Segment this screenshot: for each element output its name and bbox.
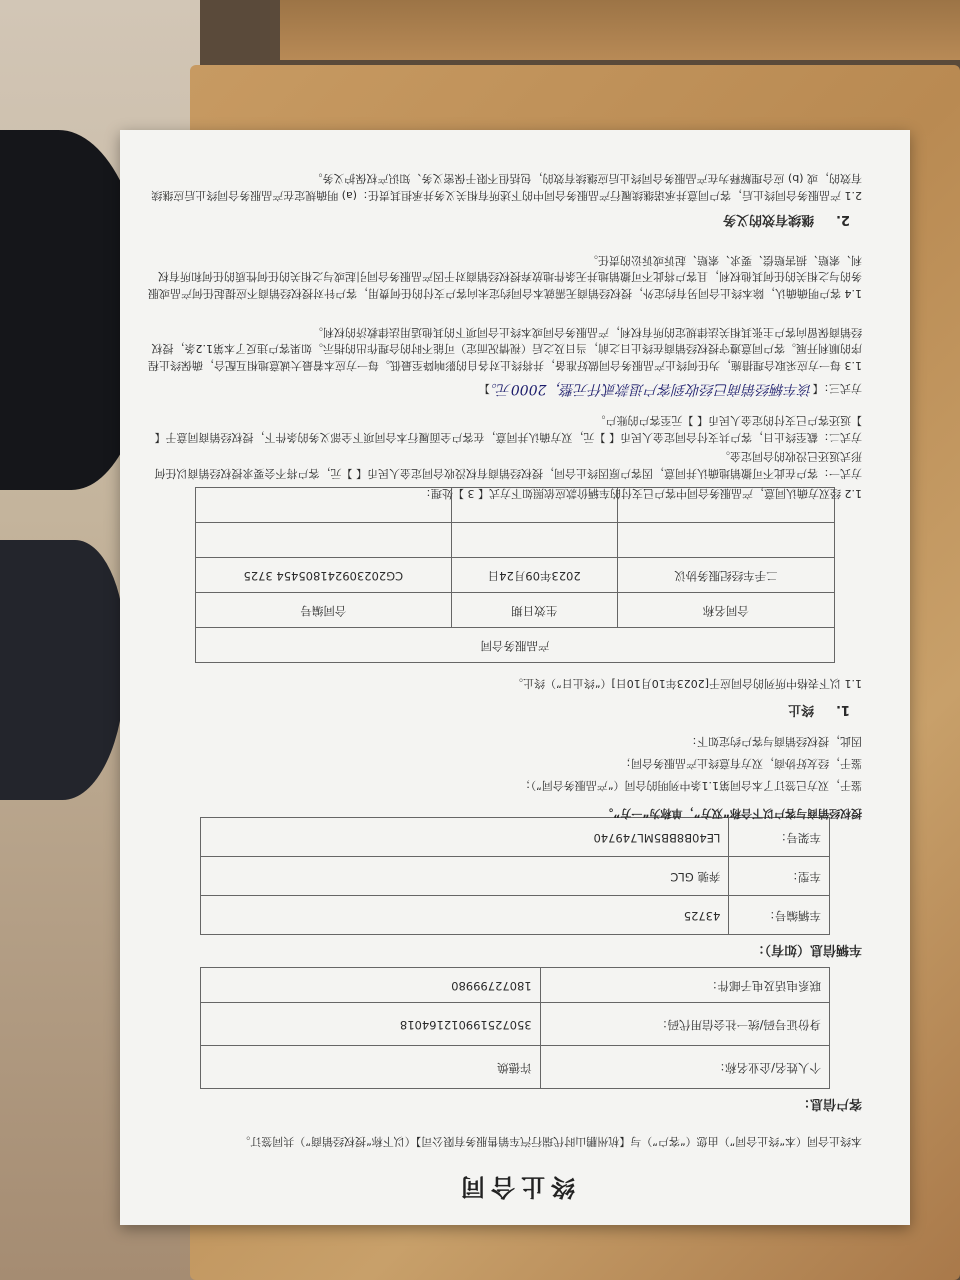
termination-contract-sheet [120,130,910,1225]
contract-page-rotated [120,130,910,1225]
vin-value: LE40B8BB5ML749740 [201,818,729,857]
contract-number-cell: CG202309241805454 3725 [196,558,452,593]
vehicle-model-value: 奔驰 GLC [201,857,729,896]
section-1-heading [788,700,850,720]
clause-1-2-option-1: 方式一：客户在此不可撤销地确认并同意，因客户原因终止合同，授权经销商有权没收合同定金人民币【 】元，客户将不会要求授权经销商以任何形式返还已没收的合同定金。 [154,450,862,480]
table-row [201,1003,830,1046]
clause-1-1: 1.1 以下表格中所列的合同应于[2023年10月10日]（“终止日”）终止。 [512,677,862,690]
section-2-number: 2. [836,212,850,227]
clause-1-3: 1.3 每一方应采取合理措施，为任何终止产品服务合同做好准备，并将终止对各自的影响降至最低。每一方应本着最大诚意地相互配合，确保终止程序的顺利开展。客户同意遵守授权经销商在终止日之前，当日及之后（视情况而定）可能不时的合理作出的指示。如果客户违反了本第1.2条，授权经销商保留向客户主张其相关法律规定的所有权利，产品服务合同或本终止合同项下的其他适用法律救济的权利。 [148,326,862,372]
vehicle-info-table [200,817,830,935]
contract-table-caption: 产品服务合同 [196,628,835,663]
vehicle-model-key: 车型： [729,857,830,896]
customer-name-value: 许德焕 [201,1046,541,1089]
clause-1-2-option-2: 方式二：截至终止日，客户共支付合同定金人民币【 】元，双方确认并同意，在客户全面履行本合同项下全部义务的条件下，授权经销商同意于【 】返还客户已支付的定金人民币【 】元至客户的账户。 [154,414,862,444]
customer-contact-value: 18072799980 [201,968,541,1003]
customer-info-label: 客户信息： [796,1096,862,1111]
section-1-number: 1. [836,702,850,717]
clause-1-4: 1.4 客户明确确认，除本终止合同另有约定外，授权经销商无需就本合同约定未向客户支付的任何费用，客户针对授权经销商不应提起任何产品或服务的与之相关的任何其他权利，且客户将此不可撤销地并无条件地放弃授权经销商对于因产品服务合同引起或与之相关的任何性质的任何和所有权利、索赔、损害赔偿、要求、索赔、起诉或诉讼的责任。 [148,254,862,300]
clause-1-2-option-3 [147,378,862,399]
table-row [201,818,830,857]
wooden-shelf-top [280,0,960,60]
section-2-heading [723,210,850,230]
handwritten-note: 该车辆经销商已经收到客户退款贰仟元整，2000元。 [489,381,813,397]
recital-whereas-2: 鉴于，经友好协商，双方有意终止产品服务合同； [620,757,862,770]
vehicle-number-key: 车辆编号： [729,896,830,935]
table-row [196,558,835,593]
header-effective-date: 生效日期 [451,593,617,628]
recital-parties-text: 授权经销商与客户以下合称“双方”，单称为“一方”。 [602,807,862,820]
table-row [196,628,835,663]
table-row [201,857,830,896]
section-2-title: 继续有效的义务 [722,212,814,227]
customer-contact-key: 联系电话及电子邮件： [540,968,829,1003]
recital-whereas-1: 鉴于，双方已签订了本合同第1.1条中列明的合同（“产品服务合同”）； [519,779,862,792]
vehicle-info-label: 车辆信息（如有）： [751,942,862,957]
clause-1-2: 1.2 经双方确认同意，产品服务合同中客户已支付的车辆价款应依照如下方式【 3 】处理： [420,487,862,500]
page-title: 终止合同 [455,1173,575,1201]
vehicle-number-value: 43725 [201,896,729,935]
customer-info-table [200,967,830,1089]
option-3-open-bracket: 方式三：【 [812,382,862,395]
table-row [201,968,830,1003]
intro-paragraph: 本终止合同（本“终止合同”）由您（“客户”）与【杭州鹏山时代瑞行汽车销售服务有限公司】（以下称“授权经销商”）共同签订。 [239,1135,862,1148]
option-3-close-bracket: 】 [478,382,490,395]
header-contract-name: 合同名称 [617,593,834,628]
empty-cell [617,523,834,558]
clause-2-1: 2.1 产品服务合同终止后，客户同意并承诺继续履行产品服务合同中的下述所有相关义务并承担其责任：(a) 明确规定在产品服务合同终止后应继续有效的，或 (b) 应合理解释为在产品服务合同终止后应继续有效的，包括但不限于保密义务、知识产权保护义务。 [151,172,862,202]
vin-key: 车架号： [729,818,830,857]
dark-clothing-lower [0,540,125,800]
contract-name-cell: 二手车经纪服务协议 [617,558,834,593]
customer-id-key: 身份证号码/统一社会信用代码： [540,1003,829,1046]
header-contract-number: 合同编号 [196,593,452,628]
table-row [201,896,830,935]
table-row [196,593,835,628]
effective-date-cell: 2023年09月24日 [451,558,617,593]
table-row [201,1046,830,1089]
customer-id-value: 350725199012164018 [201,1003,541,1046]
recital-parties [147,805,862,822]
table-row [196,523,835,558]
empty-cell [451,523,617,558]
customer-name-key: 个人姓名/企业名称： [540,1046,829,1089]
product-service-contract-table [195,487,835,663]
section-1-title: 终止 [787,702,814,717]
empty-cell [196,523,452,558]
recital-therefore: 因此，授权经销商与客户约定如下： [686,735,862,748]
